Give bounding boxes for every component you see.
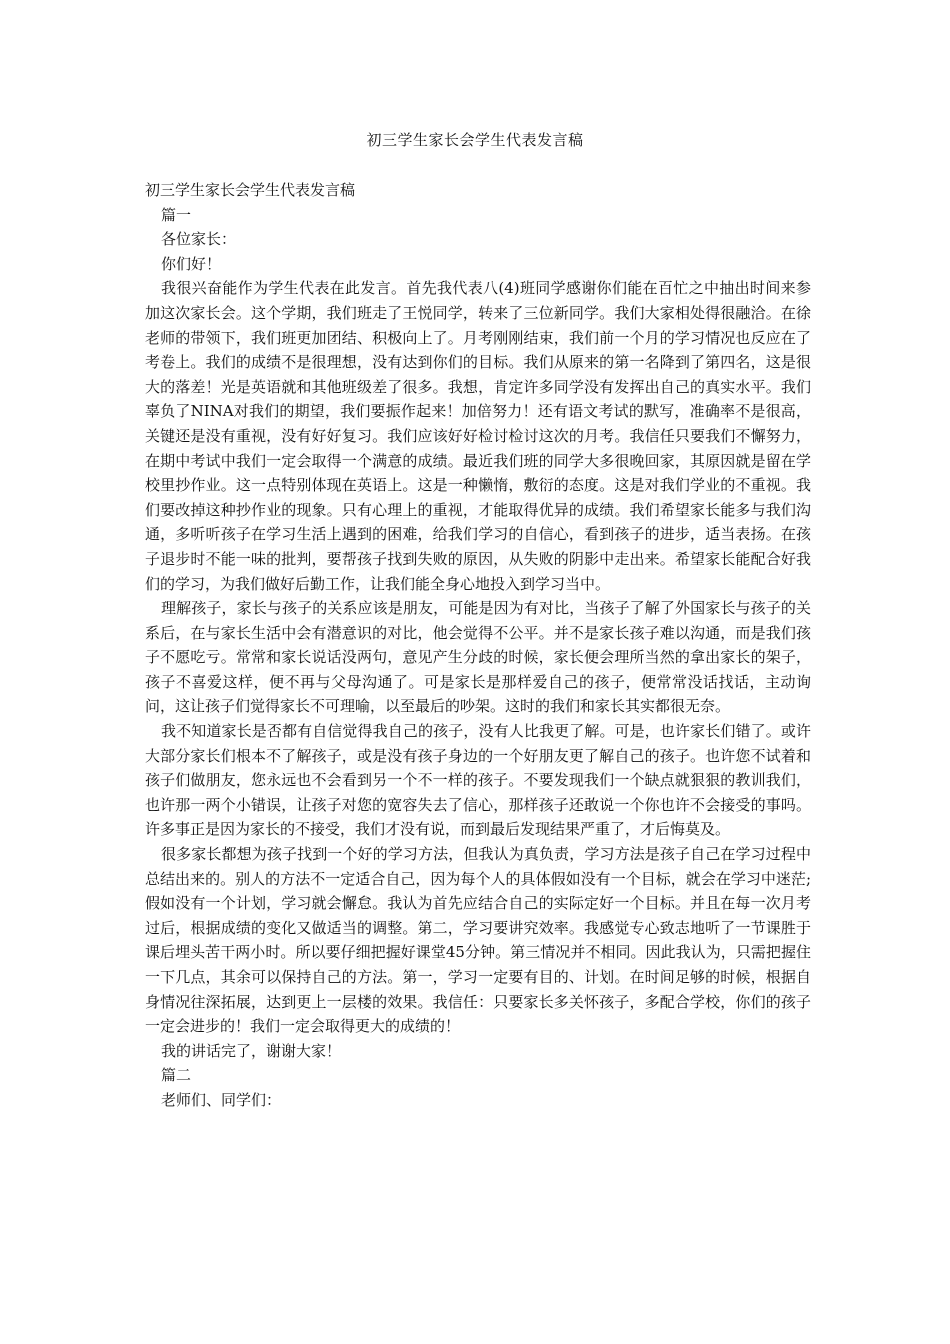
body-paragraph: 我很兴奋能作为学生代表在此发言。首先我代表八(4)班同学感谢你们能在百忙之中抽出时间来参加这次家长会。这个学期，我们班走了王悦同学，转来了三位新同学。我们大家相处得很融洽。在徐老师的带领下，我们班更加团结、积极向上了。月考刚刚结束，我们前一个月的学习情况也反应在了考卷上。我们的成绩不是很理想，没有达到你们的目标。我们从原来的第一名降到了第四名，这是很大的落差！光是英语就和其他班级差了很多。我想，肯定许多同学没有发挥出自己的真实水平。我们辜负了NINA对我们的期望，我们要振作起来！加倍努力！还有语文考试的默写，准确率不是很高，关键还是没有重视，没有好好复习。我们应该好好检讨检讨这次的月考。我信任只要我们不懈努力，在期中考试中我们一定会取得一个满意的成绩。最近我们班的同学大多很晚回家，其原因就是留在学校里抄作业。这一点特别体现在英语上。这是一种懒惰，敷衍的态度。这是对我们学业的不重视。我们要改掉这种抄作业的现象。只有心理上的重视，才能取得优异的成绩。我们希望家长能多与我们沟通，多听听孩子在学习生活上遇到的困难，给我们学习的自信心，看到孩子的进步，适当表扬。在孩子退步时不能一味的批判，要帮孩子找到失败的原因，从失败的阴影中走出来。希望家长能配合好我们的学习，为我们做好后勤工作，让我们能全身心地投入到学习当中。 xyxy=(145,279,811,593)
salutation-teachers: 老师们、同学们： xyxy=(161,1090,282,1109)
salutation-parents: 各位家长： xyxy=(161,230,237,249)
body-paragraph: 理解孩子，家长与孩子的关系应该是朋友，可能是因为有对比，当孩子了解了外国家长与孩子的关系后，在与家长生活中会有潜意识的对比，他会觉得不公平。并不是家长孩子难以沟通，而是我们孩子不愿吃亏。常常和家长说话没两句，意见产生分歧的时候，家长便会理所当然的拿出家长的架子，孩子不喜爱这样，便不再与父母沟通了。可是家长是那样爱自己的孩子，便常常没话找话，主动询问，这让孩子们觉得家长不可理喻，以至最后的吵架。这时的我们和家长其实都很无奈。 xyxy=(145,599,811,716)
document-body xyxy=(145,178,811,1113)
body-paragraph: 很多家长都想为孩子找到一个好的学习方法，但我认为真负责，学习方法是孩子自己在学习过程中总结出来的。别人的方法不一定适合自己，因为每个人的具体假如没有一个目标，就会在学习中迷茫;假如没有一个计划，学习就会懈怠。我认为首先应结合自己的实际定好一个目标。并且在每一次月考过后，根据成绩的变化又做适当的调整。第二，学习要讲究效率。我感觉专心致志地听了一节课胜于课后埋头苦干两小时。所以要仔细把握好课堂45分钟。第三情况并不相同。因此我认为，只需把握住一下几点，其余可以保持自己的方法。第一，学习一定要有目的、计划。在时间足够的时候，根据自身情况往深拓展，达到更上一层楼的效果。我信任：只要家长多关怀孩子，多配合学校，你们的孩子一定会进步的！我们一定会取得更大的成绩的！ xyxy=(145,845,811,1036)
greeting: 你们好！ xyxy=(161,254,222,273)
part-two-heading: 篇二 xyxy=(161,1066,192,1085)
closing-remark: 我的讲话完了，谢谢大家！ xyxy=(161,1041,342,1060)
page-title: 初三学生家长会学生代表发言稿 xyxy=(366,131,584,149)
body-paragraph: 我不知道家长是否都有自信觉得我自己的孩子，没有人比我更了解。可是，也许家长们错了。或许大部分家长们根本不了解孩子，或是没有孩子身边的一个好朋友更了解自己的孩子。也许您不试着和孩子们做朋友，您永远也不会看到另一个不一样的孩子。不要发现我们一个缺点就狠狠的教训我们，也许那一两个小错误，让孩子对您的宽容失去了信心，那样孩子还敢说一个你也许不会接受的事吗。许多事正是因为家长的不接受，我们才没有说，而到最后发现结果严重了，才后悔莫及。 xyxy=(145,722,811,839)
document-subtitle: 初三学生家长会学生代表发言稿 xyxy=(145,181,356,199)
part-one-heading: 篇一 xyxy=(161,205,192,224)
